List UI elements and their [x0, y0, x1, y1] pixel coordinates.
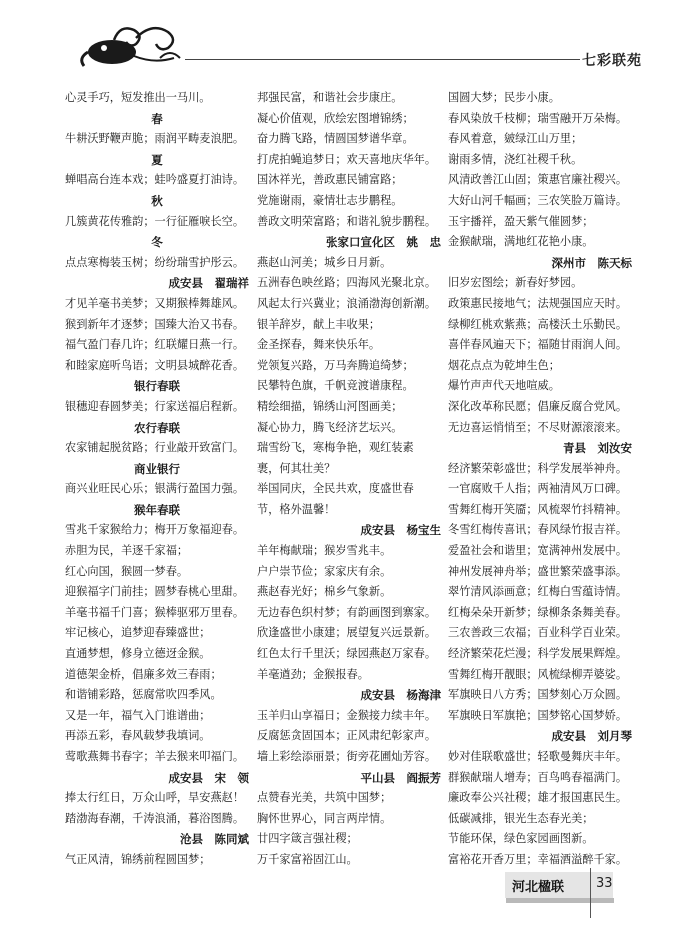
couplet-line: 和睦家庭听鸟语；文明县城醉花香。 — [65, 358, 245, 372]
author-line: 成安县 翟瑞祥 — [168, 276, 249, 291]
couplet-line: 欣逢盛世小康建；展望复兴远景新。 — [257, 626, 437, 640]
couplet-line: 牛耕沃野鞭声脆；雨润平畴麦浪肥。 — [65, 132, 245, 146]
couplet-line: 妙对佳联歌盛世；轻歌曼舞庆丰年。 — [448, 750, 628, 763]
couplet-line: 举国同庆，全民共欢，度盛世春 — [257, 482, 414, 496]
couplet-line: 经济繁荣花烂漫；科学发展果辉煌。 — [448, 647, 628, 661]
footer-rule — [590, 868, 591, 918]
publication-name: 河北楹联 — [512, 880, 565, 895]
couplet-line: 党施谢雨，豪情壮志步鹏程。 — [257, 193, 403, 207]
couplet-line: 廿四字箴言强社稷； — [257, 832, 358, 846]
couplet-line: 红心向国，猴圆一梦春。 — [65, 564, 189, 578]
couplet-line: 蝉唱高台连本戏；蛙吟盛夏打油诗。 — [65, 173, 245, 187]
couplet-line: 五洲春色映丝路；四海风光聚北京。 — [257, 276, 437, 290]
couplet-line: 精绘细描，锦绣山河图画美； — [257, 399, 403, 413]
couplet-line: 和谐铺彩路，惩腐常吹四季风。 — [65, 688, 222, 702]
page-number: 33 — [596, 876, 613, 891]
couplet-line: 邦强民富，和谐社会步康庄。 — [257, 91, 403, 104]
couplet-line: 烟花点点为乾坤生色； — [448, 358, 560, 372]
couplet-line: 金圣探春，舞来快乐年。 — [257, 338, 381, 352]
section-heading: 夏 — [151, 152, 163, 167]
couplet-line: 福气盈门春几许；红联耀日燕一行。 — [65, 338, 245, 352]
couplet-line: 绿柳红桃欢紫燕；高楼沃土乐勤民。 — [448, 317, 628, 331]
couplet-line: 踏渤海春潮，千涛浪涌，暮浴图腾。 — [65, 811, 245, 825]
couplet-line: 又是一年，福气入门谁谱曲； — [65, 708, 211, 722]
couplet-line: 才见羊毫书美梦；又期猴棒舞雄风。 — [65, 296, 245, 310]
couplet-line: 心灵手巧，短发推出一马川。 — [65, 91, 211, 104]
author-line: 成安县 刘月琴 — [551, 729, 632, 744]
couplet-line: 雪舞红梅开靓眼；风梳绿柳弄婆娑。 — [448, 667, 628, 681]
ornament-icon — [74, 18, 184, 70]
couplet-line: 点赞春光美，共筑中国梦； — [257, 791, 392, 805]
section-heading: 秋 — [151, 193, 163, 208]
couplet-line: 商兴业旺民心乐；银满行盈国力强。 — [65, 482, 245, 496]
couplet-line: 大好山河千幅画；三农笑脸万篇诗。 — [448, 193, 628, 207]
couplet-line: 神州发展神舟举；盛世繁荣盛事添。 — [448, 564, 628, 578]
couplet-line: 红梅朵朵开新梦；绿柳条条舞美春。 — [448, 605, 628, 619]
couplet-line: 几簇黄花传雅韵；一行征雁唳长空。 — [65, 214, 245, 228]
couplet-line: 气正风清，锦绣前程圆国梦； — [65, 852, 211, 866]
couplet-line: 廉政奉公兴社稷；雄才报国惠民生。 — [448, 791, 628, 805]
author-line: 成安县 宋 领 — [168, 770, 249, 785]
couplet-line: 银穗迎春圆梦美；行家送福启程新。 — [65, 399, 245, 413]
couplet-line: 节，格外温馨！ — [257, 502, 336, 516]
couplet-line: 点点寒梅装玉树；纷纷瑞雪护彤云。 — [65, 255, 245, 269]
couplet-line: 农家铺起脱贫路；行业敲开致富门。 — [65, 441, 245, 455]
couplet-line: 国沐祥光，善政惠民铺富路； — [257, 173, 403, 187]
author-line: 成安县 杨宝生 — [360, 523, 441, 538]
couplet-line: 喜伴春风遍天下；福随甘雨润人间。 — [448, 338, 628, 352]
couplet-line: 风起太行兴冀业；浪涌渤海创新潮。 — [257, 296, 437, 310]
couplet-line: 猴到新年才逐梦；国臻大治又书春。 — [65, 317, 245, 331]
couplet-line: 经济繁荣彰盛世；科学发展举神舟。 — [448, 461, 628, 475]
couplet-line: 善政文明荣富路；和谐礼貌步鹏程。 — [257, 214, 437, 228]
couplet-line: 爆竹声声代天地喧威。 — [448, 379, 560, 393]
couplet-line: 谢雨多情，浇红社稷千秋。 — [448, 152, 583, 166]
author-line: 张家口宣化区 姚 忠 — [326, 235, 441, 250]
couplet-line: 三农善政三农福；百业科学百业荣。 — [448, 626, 628, 640]
column-title: 七彩联苑 — [582, 53, 642, 69]
couplet-line: 节能环保，绿色家园画图新。 — [448, 832, 594, 846]
couplet-line: 玉宇播祥，盈天紫气催圆梦； — [448, 214, 594, 228]
couplet-line: 雪兆千家猴给力；梅开万象福迎春。 — [65, 523, 245, 537]
couplet-line: 捧太行红日，万众山呼，旱安燕赵！ — [65, 791, 245, 805]
couplet-line: 民攀特色旗，千帆竞渡谱康程。 — [257, 379, 414, 393]
couplet-line: 奋力腾飞路，情圆国梦谱华章。 — [257, 132, 414, 146]
couplet-line: 春风染放千枝柳；瑞雪融开万朵梅。 — [448, 111, 628, 125]
couplet-line: 国圆大梦；民步小康。 — [448, 91, 560, 104]
couplet-line: 金猴献瑞，满地红花艳小康。 — [448, 235, 594, 249]
couplet-line: 燕赵山河美；城乡日月新。 — [257, 255, 392, 269]
header-rule — [185, 59, 580, 60]
author-line: 沧县 陈同斌 — [180, 832, 249, 847]
couplet-line: 瑞雪纷飞，寒梅争艳，观红装素 — [257, 441, 414, 455]
footer-shadow — [506, 898, 614, 903]
couplet-line: 凝心协力，腾飞经济艺坛兴。 — [257, 420, 403, 434]
couplet-line: 低碳减排，银光生态春光美； — [448, 811, 594, 825]
couplet-line: 冬雪红梅传喜讯；春风绿竹报吉祥。 — [448, 523, 628, 537]
couplet-line: 打虎拍蝇追梦日；欢天喜地庆华年。 — [257, 152, 437, 166]
couplet-line: 迎猴福字门前挂；圆梦春桃心里甜。 — [65, 585, 245, 599]
couplet-line: 玉羊归山享福日；金猴接力续丰年。 — [257, 708, 437, 722]
couplet-line: 莺歌燕舞书春字；羊去猴来叩福门。 — [65, 750, 245, 763]
author-line: 平山县 阎振芳 — [360, 770, 441, 785]
couplet-line: 深化改革称民愿；倡廉反腐合党风。 — [448, 399, 628, 413]
text-column-1 — [65, 88, 249, 871]
couplet-line: 风清政善江山固；策惠官廉社稷兴。 — [448, 173, 628, 187]
couplet-line: 群猴献瑞人增寿；百鸟鸣春福满门。 — [448, 770, 628, 784]
couplet-line: 爱盈社会和谐里；宽满神州发展中。 — [448, 544, 628, 558]
couplet-line: 羊毫遒劲；金猴报春。 — [257, 667, 369, 681]
couplet-line: 牢记核心，追梦迎春臻盛世； — [65, 626, 211, 640]
couplet-line: 党领复兴路，万马奔腾追绮梦； — [257, 358, 414, 372]
couplet-line: 裹，何其壮美？ — [257, 461, 336, 475]
couplet-line: 羊毫书福千门喜；猴棒驱邪万里春。 — [65, 605, 245, 619]
couplet-line: 胸怀世界心，同言两岸情。 — [257, 811, 392, 825]
couplet-line: 反腐惩贪固国本；正风肃纪彰家声。 — [257, 729, 437, 743]
section-heading: 猴年春联 — [134, 502, 180, 517]
couplet-line: 无边春色织村梦；有韵画图到寨家。 — [257, 605, 437, 619]
couplet-line: 一官腐败千人指；两袖清风万口碑。 — [448, 482, 628, 496]
page-header — [0, 0, 690, 78]
couplet-line: 道德架金桥，倡廉多效三春雨； — [65, 667, 222, 681]
couplet-line: 万千家富裕固江山。 — [257, 852, 358, 866]
section-heading: 冬 — [151, 235, 163, 250]
couplet-line: 翠竹清风添画意；红梅白雪蕴诗情。 — [448, 585, 628, 599]
section-heading: 商业银行 — [134, 461, 180, 476]
couplet-line: 银羊辞岁，献上丰收果； — [257, 317, 381, 331]
couplet-line: 燕赵春光好；棉乡气象新。 — [257, 585, 392, 599]
text-column-2 — [257, 88, 441, 871]
couplet-line: 羊年梅献瑞；猴岁雪兆丰。 — [257, 544, 392, 558]
couplet-line: 富裕花开香万里；幸福酒溢醉千家。 — [448, 852, 628, 866]
couplet-line: 凝心价值观，欣绘宏图增锦绣； — [257, 111, 414, 125]
couplet-line: 红色太行千里沃；绿园燕赵万家春。 — [257, 647, 437, 661]
couplet-line: 旧岁宏图绘；新春好梦园。 — [448, 276, 583, 290]
couplet-line: 春风着意，皴绿江山万里； — [448, 132, 583, 146]
couplet-line: 再添五彩，春风载梦我填词。 — [65, 729, 211, 743]
section-heading: 银行春联 — [134, 379, 180, 394]
couplet-line: 墙上彩绘添丽景；街旁花圃灿芳容。 — [257, 750, 437, 763]
couplet-line: 雪舞红梅开笑靥；风梳翠竹抖精神。 — [448, 502, 628, 516]
couplet-line: 军旗映日八方秀；国梦刻心万众圆。 — [448, 688, 628, 702]
couplet-line: 直通梦想，修身立德迓金猴。 — [65, 647, 211, 661]
author-line: 青县 刘汝安 — [563, 441, 632, 456]
couplet-line: 军旗映日军旗艳；国梦铭心国梦娇。 — [448, 708, 628, 722]
author-line: 成安县 杨海津 — [360, 688, 441, 703]
section-heading: 春 — [151, 111, 163, 126]
couplet-line: 政策惠民接地气；法规强国应天时。 — [448, 296, 628, 310]
author-line: 深州市 陈天标 — [551, 255, 632, 270]
couplet-line: 户户崇节俭；家家庆有余。 — [257, 564, 392, 578]
couplet-line: 无边喜运悄悄至；不尽财源滚滚来。 — [448, 420, 628, 434]
text-column-3 — [448, 88, 632, 871]
couplet-line: 赤胆为民，羊逐千家福； — [65, 544, 189, 558]
section-heading: 农行春联 — [134, 420, 180, 435]
